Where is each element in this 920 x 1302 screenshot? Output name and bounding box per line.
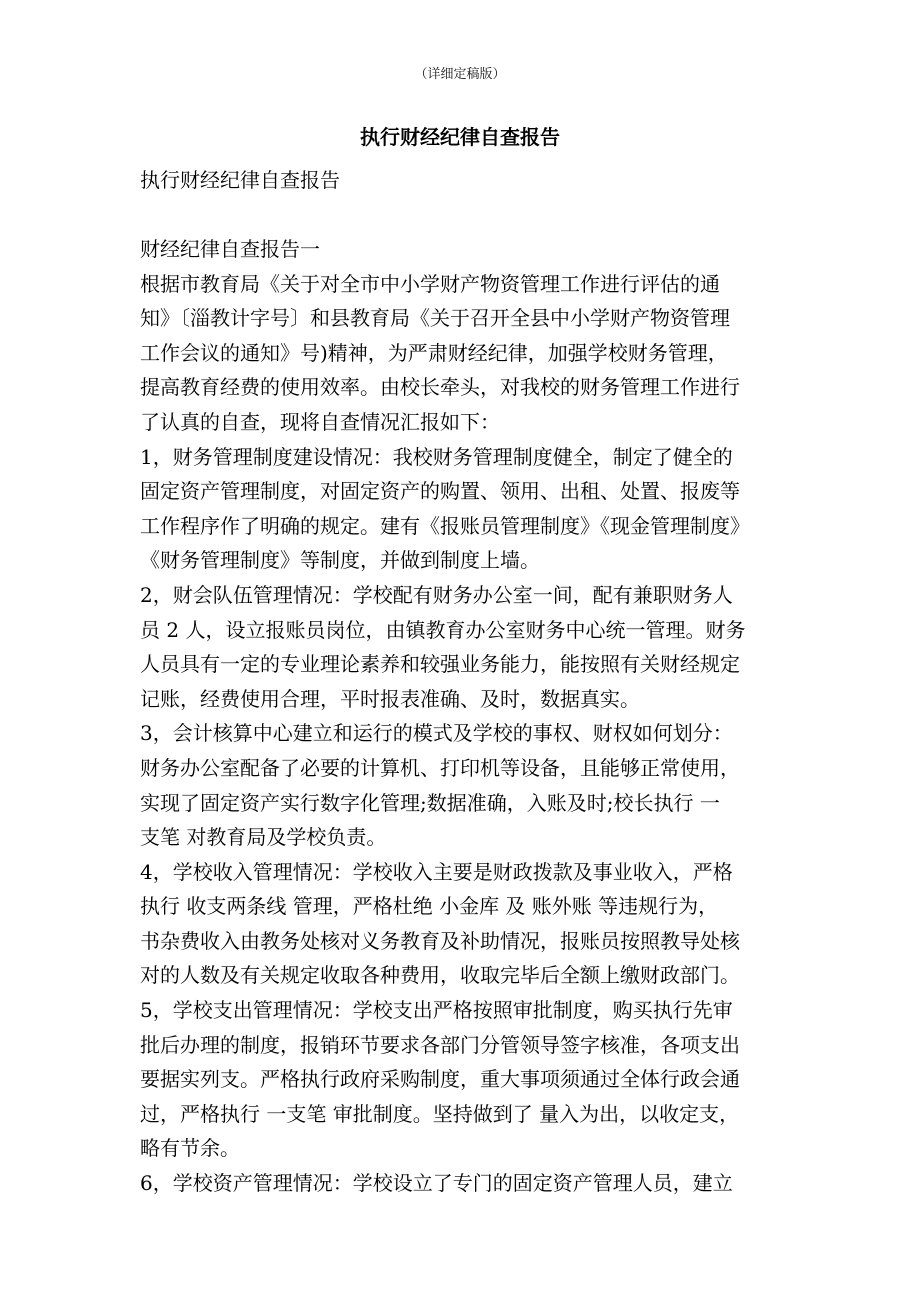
body-line: 财经纪律自查报告一 bbox=[140, 237, 320, 261]
body-line: 4，学校收入管理情况：学校收入主要是财政拨款及事业收入，严格 bbox=[140, 859, 733, 884]
body-line: 了认真的自查，现将自查情况汇报如下： bbox=[140, 409, 500, 434]
body-line: 财务办公室配备了必要的计算机、打印机等设备，且能够正常使用， bbox=[140, 755, 740, 780]
body-line: 实现了固定资产实行数字化管理;数据准确，入账及时;校长执行 一 bbox=[140, 790, 720, 815]
body-line: 提高教育经费的使用效率。由校长牵头，对我校的财务管理工作进行 bbox=[140, 375, 740, 400]
body-line: 对的人数及有关规定收取各种费用，收取完毕后全额上缴财政部门。 bbox=[140, 963, 740, 988]
body-line: 过，严格执行 一支笔 审批制度。坚持做到了 量入为出，以收定支， bbox=[140, 1101, 740, 1126]
body-line: 根据市教育局《关于对全市中小学财产物资管理工作进行评估的通 bbox=[140, 271, 720, 296]
body-line: 书杂费收入由教务处核对义务教育及补助情况，报账员按照教导处核 bbox=[140, 928, 740, 953]
body-line: 支笔 对教育局及学校负责。 bbox=[140, 825, 387, 850]
body-line: 批后办理的制度，报销环节要求各部门分管领导签字核准，各项支出 bbox=[140, 1032, 740, 1057]
draft-version-note: （详细定稿版） bbox=[414, 67, 506, 82]
body-line: 6，学校资产管理情况：学校设立了专门的固定资产管理人员，建立 bbox=[140, 1171, 733, 1196]
document-body bbox=[140, 232, 790, 1201]
body-line: 2，财会队伍管理情况：学校配有财务办公室一间，配有兼职财务人 bbox=[140, 582, 733, 607]
body-line: 人员具有一定的专业理论素养和较强业务能力，能按照有关财经规定 bbox=[140, 652, 740, 677]
document-subtitle: 执行财经纪律自查报告 bbox=[140, 168, 340, 192]
body-line: 知》〔淄教计字号〕和县教育局《关于召开全县中小学财产物资管理 bbox=[140, 306, 730, 331]
body-line: 记账，经费使用合理，平时报表准确、及时，数据真实。 bbox=[140, 686, 640, 711]
body-line: 3，会计核算中心建立和运行的模式及学校的事权、财权如何划分： bbox=[140, 721, 733, 746]
body-line: 工作程序作了明确的规定。建有《报账员管理制度》《现金管理制度》 bbox=[140, 513, 750, 538]
body-line: 5，学校支出管理情况：学校支出严格按照审批制度，购买执行先审 bbox=[140, 998, 733, 1023]
body-line: 1，财务管理制度建设情况：我校财务管理制度健全，制定了健全的 bbox=[140, 444, 733, 469]
body-line: 《财务管理制度》等制度，并做到制度上墙。 bbox=[140, 548, 540, 573]
document-title: 执行财经纪律自查报告 bbox=[360, 125, 560, 149]
body-line: 工作会议的通知》号)精神，为严肃财经纪律，加强学校财务管理， bbox=[140, 340, 728, 365]
body-line: 员 2 人，设立报账员岗位，由镇教育办公室财务中心统一管理。财务 bbox=[140, 617, 746, 642]
body-line: 固定资产管理制度，对固定资产的购置、领用、出租、处置、报废等 bbox=[140, 479, 740, 504]
body-line: 要据实列支。严格执行政府采购制度，重大事项须通过全体行政会通 bbox=[140, 1067, 740, 1092]
body-line: 执行 收支两条线 管理，严格杜绝 小金库 及 账外账 等违规行为， bbox=[140, 894, 719, 919]
body-line: 略有节余。 bbox=[140, 1136, 240, 1161]
